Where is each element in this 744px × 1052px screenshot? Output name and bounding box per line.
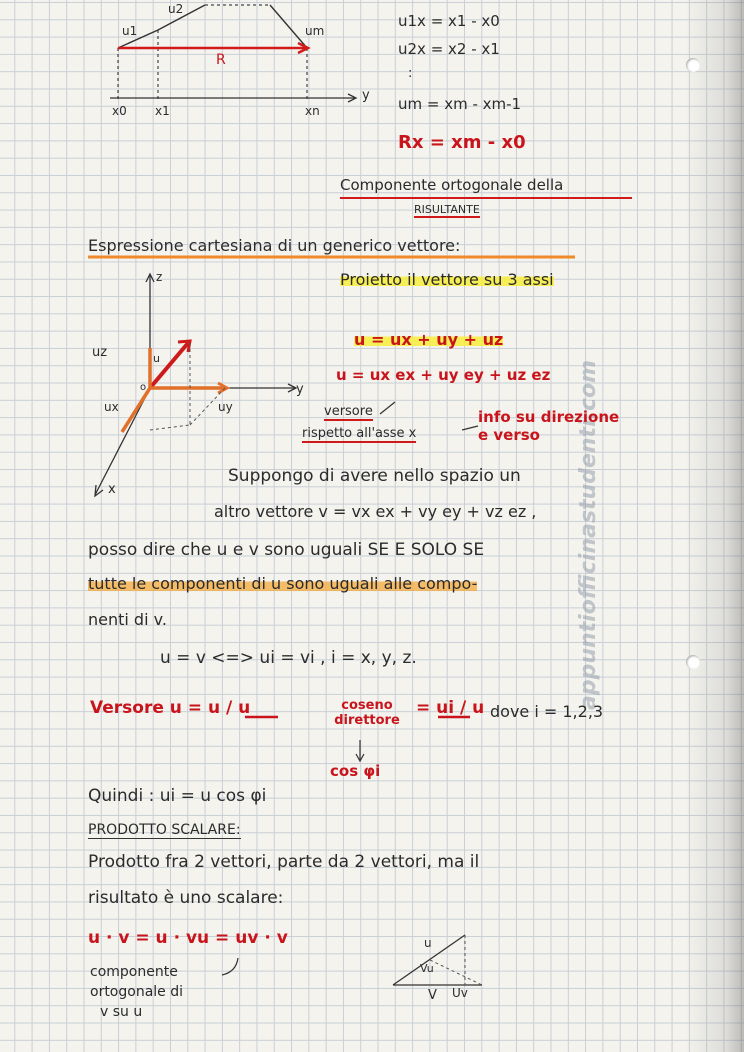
vector-um [270,5,307,48]
label-uy: uy [218,400,233,414]
component-title: Componente ortogonale della [340,176,564,194]
component-ux [122,388,150,432]
text-prodotto-2: risultato è uno scalare: [88,888,284,908]
prodotto-scalare-heading: PRODOTTO SCALARE: [88,822,241,838]
label-ux: ux [104,400,119,414]
formula-sum: u = ux + uy + uz [354,330,504,349]
bracket-line [222,958,238,975]
text-suppongo-1: Suppongo di avere nello spazio un [228,466,521,486]
dot-product-formula: u · v = u · vu = uv · v [88,928,288,948]
info-direction: info su direzione e verso [478,408,620,444]
vector-chain-diagram [110,5,356,102]
equation-dots: : [408,66,413,81]
triangle-label-v: V [428,988,437,1003]
axis-label-z: z [156,270,163,284]
text-posso-3: nenti di v. [88,610,167,629]
index-range: dove i = 1,2,3 [490,702,604,721]
equation-um: um = xm - xm-1 [398,95,522,113]
equality-statement: u = v <=> ui = vi , i = x, y, z. [160,648,417,668]
risultante-label: RISULTANTE [414,203,480,216]
cos-phi-label: cos φi [330,762,381,780]
text-suppongo-2: altro vettore v = vx ex + vy ey + vz ez , [214,502,537,521]
triangle-label-u: u [424,936,432,950]
componente-line-2: ortogonale di [90,984,184,1000]
text-posso-1: posso dire che u e v sono uguali SE E SOLO SE [88,540,485,560]
versore-arrow [380,402,395,414]
label-uz: uz [92,345,108,360]
coseno-fraction: = ui / u [416,698,485,718]
coseno-direttore-label: coseno direttore [334,698,400,728]
quindi-formula: Quindi : ui = u cos φi [88,786,267,806]
label-x0: x0 [112,104,127,118]
equation-u2x: u2x = x2 - x1 [398,40,500,58]
formula-versors: u = ux ex + uy ey + uz ez [336,366,551,384]
watermark-text: appuntiofficinastudenti.com [576,359,601,710]
label-u1: u1 [122,24,138,38]
text-posso-2: tutte le componenti di u sono uguali alle compo- [88,574,478,593]
componente-line-1: componente [90,964,178,980]
equation-rx: Rx = xm - x0 [398,132,526,153]
projection-triangle-diagram [393,935,482,985]
project-title: Proietto il vettore su 3 assi [340,270,554,289]
axis-label-x: x [108,482,116,497]
axis-label-y: y [296,382,304,397]
rispetto-label: rispetto all'asse x [302,426,417,441]
axes-3d-diagram [95,274,296,496]
versore-formula: Versore u = u / u [90,698,251,718]
section-cartesian-heading: Espressione cartesiana di un generico vettore: [88,236,461,255]
label-um: um [305,24,325,38]
label-u-3d: u [153,352,160,365]
label-x1: x1 [155,104,170,118]
triangle-label-vu: Vu [420,962,434,975]
label-resultant: R [216,52,226,68]
componente-line-3: v su u [100,1004,143,1020]
triangle-label-uv: Uv [452,986,468,1000]
versore-label: versore [324,404,373,419]
origin-label: o [140,382,147,393]
equation-u1x: u1x = x1 - x0 [398,12,500,30]
vector-u-3d [150,343,188,388]
label-u2: u2 [168,2,184,16]
label-xn: xn [305,104,320,118]
info-arrow [462,426,478,430]
text-prodotto-1: Prodotto fra 2 vettori, parte da 2 vettori, ma il [88,852,480,872]
label-y-axis: y [362,88,370,103]
